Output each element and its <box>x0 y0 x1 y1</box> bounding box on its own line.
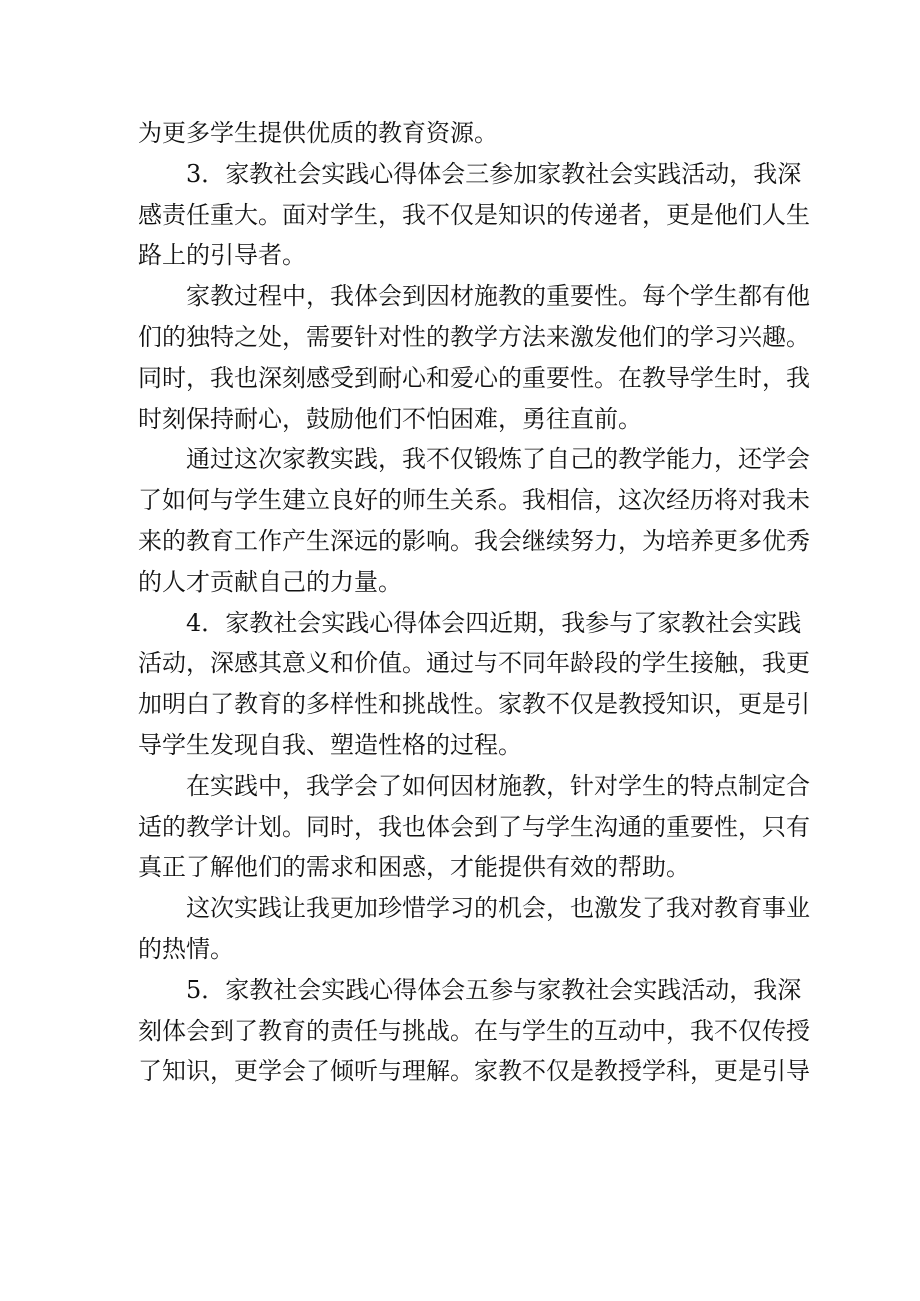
paragraph-line: 通过这次家教实践，我不仅锻炼了自己的教学能力，还学会 <box>186 445 810 474</box>
paragraph-line: 的人才贡献自己的力量。 <box>138 567 402 596</box>
paragraph-line: 为更多学生提供优质的教育资源。 <box>138 119 498 147</box>
paragraph-line: 5．家教社会实践心得体会五参与家教社会实践活动，我深 <box>186 975 802 1004</box>
paragraph-line: 来的教育工作产生深远的影响。我会继续努力，为培养更多优秀 <box>138 526 810 555</box>
paragraph-line: 刻体会到了教育的责任与挑战。在与学生的互动中，我不仅传授 <box>138 1016 810 1045</box>
paragraph-line: 感责任重大。面对学生，我不仅是知识的传递者，更是他们人生 <box>138 200 810 229</box>
paragraph-line: 在实践中，我学会了如何因材施教，针对学生的特点制定合 <box>186 771 810 800</box>
paragraph-line: 路上的引导者。 <box>138 241 306 270</box>
paragraph-line: 3．家教社会实践心得体会三参加家教社会实践活动，我深 <box>186 159 802 188</box>
paragraph-line: 时刻保持耐心，鼓励他们不怕困难，勇往直前。 <box>138 404 642 433</box>
paragraph-line: 导学生发现自我、塑造性格的过程。 <box>138 730 522 759</box>
paragraph-line: 4．家教社会实践心得体会四近期，我参与了家教社会实践 <box>186 608 802 637</box>
paragraph-line: 的热情。 <box>138 934 234 963</box>
document-body <box>138 113 810 1092</box>
paragraph-line: 活动，深感其意义和价值。通过与不同年龄段的学生接触，我更 <box>138 649 810 678</box>
paragraph-line: 家教过程中，我体会到因材施教的重要性。每个学生都有他 <box>186 282 810 311</box>
paragraph-line: 这次实践让我更加珍惜学习的机会，也激发了我对教育事业 <box>186 894 810 923</box>
paragraph-line: 同时，我也深刻感受到耐心和爱心的重要性。在教导学生时，我 <box>138 363 810 392</box>
paragraph-line: 真正了解他们的需求和困惑，才能提供有效的帮助。 <box>138 853 690 882</box>
paragraph-line: 加明白了教育的多样性和挑战性。家教不仅是教授知识，更是引 <box>138 690 810 719</box>
paragraph-line: 们的独特之处，需要针对性的教学方法来激发他们的学习兴趣。 <box>138 322 810 351</box>
paragraph-line: 适的教学计划。同时，我也体会到了与学生沟通的重要性，只有 <box>138 812 810 841</box>
paragraph-line: 了如何与学生建立良好的师生关系。我相信，这次经历将对我未 <box>138 486 810 515</box>
paragraph-line: 了知识，更学会了倾听与理解。家教不仅是教授学科，更是引导 <box>138 1057 810 1086</box>
